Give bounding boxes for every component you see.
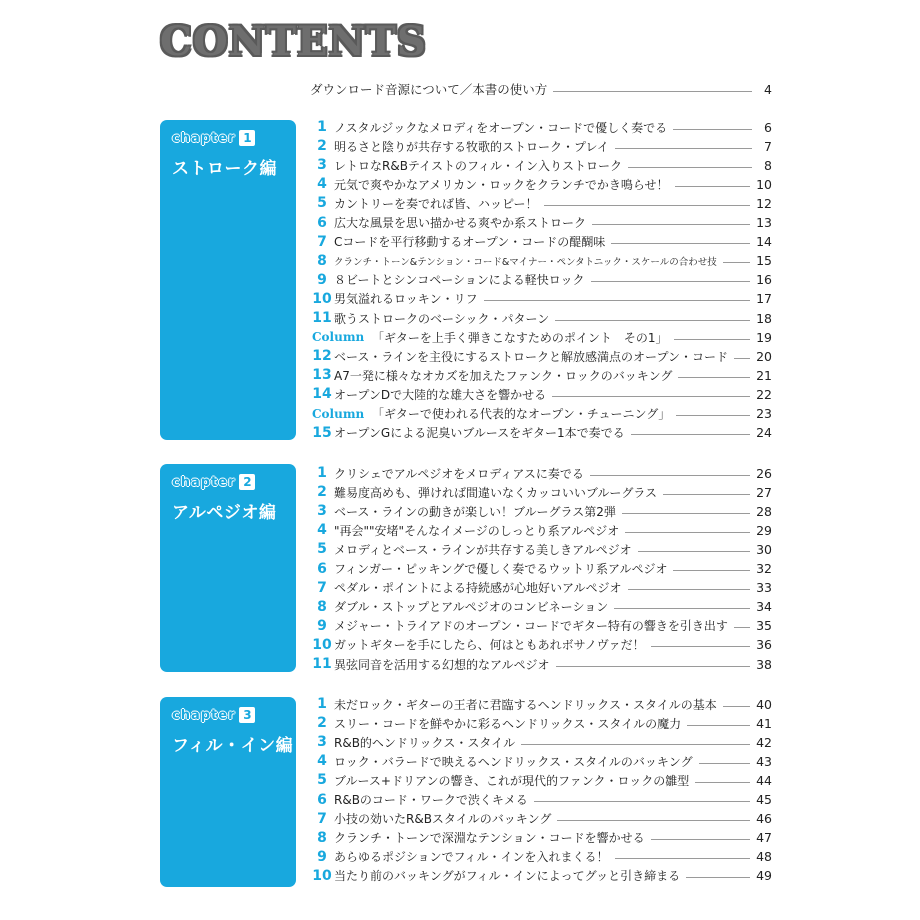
entry-page: 26 [756,465,772,481]
toc-entry[interactable] [310,137,772,155]
entry-label: あらゆるポジションでフィル・インを入れまくる！ [334,850,609,865]
entry-number: 8 [317,252,327,269]
entry-number: 6 [317,214,327,231]
toc-entry[interactable] [310,752,772,770]
entry-number: 5 [317,541,327,558]
entry-number: 13 [312,367,332,384]
toc-entry[interactable] [310,194,772,212]
dot-leader [591,281,751,282]
entry-label: R&Bのコード・ワークで渋くキメる [334,793,528,807]
entry-label: カントリーを奏でれば皆、ハッピー！ [334,196,538,211]
toc-entry[interactable] [310,214,772,232]
toc-entry[interactable] [310,695,772,713]
toc-entry[interactable] [310,271,772,289]
dot-leader [734,358,750,359]
entry-page: 6 [764,119,772,135]
entry-number: 15 [312,424,332,441]
entry-page: 38 [756,656,772,672]
entry-label: A7一発に様々なオカズを加えたファンク・ロックのバッキング [334,368,673,383]
entry-label: クリシェでアルペジオをメロディアスに奏でる [334,466,584,481]
entry-label: メロディとベース・ラインが共存する美しきアルペジオ [334,542,632,557]
entry-page: 41 [756,715,772,731]
entry-page: 21 [756,367,772,383]
entry-label: スリー・コードを鮮やかに彩るヘンドリックス・スタイルの魔力 [334,716,682,731]
entry-label: 元気で爽やかなアメリカン・ロックをクランチでかき鳴らせ！ [334,177,669,192]
entry-page: 10 [756,176,772,192]
entry-label: 難易度高めも、弾ければ間違いなくカッコいいブルーグラス [334,485,658,500]
toc-entry[interactable] [310,829,772,847]
toc-entry[interactable] [310,385,772,403]
entry-number: 6 [317,791,327,808]
entry-number: 7 [317,233,327,250]
chapter-3-panel [160,697,296,887]
entry-page: 42 [756,734,772,750]
toc-entry[interactable] [310,867,772,885]
toc-entry[interactable] [310,328,772,346]
entry-page: 33 [756,580,772,596]
entry-label: ダブル・ストップとアルペジオのコンビネーション [334,600,609,615]
entry-page: 45 [756,792,772,807]
toc-intro-entry[interactable] [310,80,772,98]
entry-page: 20 [756,348,772,364]
dot-leader [628,167,752,168]
entry-page: 16 [756,272,772,288]
page-title: CONTENTS [160,18,427,65]
entry-number: 10 [312,290,332,307]
chapter-badge-number: 1 [239,130,255,146]
dot-leader [675,186,751,187]
dot-leader [544,205,751,206]
toc-entry[interactable] [310,598,772,616]
chapter-badge-number: 2 [239,474,255,490]
entry-label: ブルース+ドリアンの響き、これが現代的ファンク・ロックの雛型 [334,773,690,788]
dot-leader [723,706,750,707]
dot-leader [484,300,750,301]
dot-leader [699,763,751,764]
toc-entry[interactable] [310,483,772,501]
dot-leader [663,494,750,495]
dot-leader [638,551,750,552]
chapter-2-panel [160,464,296,672]
entry-number: 2 [317,715,327,732]
dot-leader [651,839,750,840]
entry-label: オープンDで大陸的な雄大さを響かせる [334,387,547,402]
entry-label: 未だロック・ギターの王者に君臨するヘンドリックス・スタイルの基本 [334,697,717,712]
toc-entry[interactable] [310,771,772,789]
chapter-badge-label: chapter [172,130,236,146]
dot-leader [552,396,750,397]
entry-number: 12 [312,348,332,365]
entry-label: 歌うストロークのベーシック・パターン [334,311,550,326]
entry-number: 3 [317,734,327,751]
entry-number: 6 [317,560,327,577]
chapter-badge [160,120,296,146]
entry-number: 8 [317,829,327,846]
dot-leader [651,646,750,647]
entry-number: 10 [312,867,332,884]
column-marker: Column [312,406,365,421]
toc-entry[interactable] [310,233,772,251]
column-marker: Column [312,330,365,345]
entry-number: 2 [317,138,327,155]
dot-leader [631,434,750,435]
toc-entry[interactable] [310,560,772,578]
dot-leader [615,858,751,859]
entry-number: 1 [317,696,327,712]
entry-label: ８ビートとシンコペーションによる軽快ロック [334,273,585,288]
dot-leader [676,415,750,416]
chapter-badge-number: 3 [239,707,255,723]
dot-leader [553,91,752,92]
entry-label: 広大な風景を思い描かせる爽やか系ストローク [334,216,587,230]
dot-leader [673,570,750,571]
toc-entry[interactable] [310,655,772,673]
toc-entry[interactable] [310,848,772,866]
chapter-1-panel [160,120,296,440]
entry-page: 46 [756,811,772,827]
dot-leader [678,377,750,378]
entry-number: 4 [317,522,327,539]
entry-number: 9 [317,271,327,288]
toc-entry[interactable] [310,791,772,809]
entry-page: 40 [756,696,772,712]
dot-leader [673,129,752,130]
toc-entry[interactable] [310,714,772,732]
dot-leader [557,820,750,821]
entry-number: 8 [317,598,327,615]
entry-page: 15 [756,253,772,269]
entry-page: 22 [756,386,772,402]
toc-entry[interactable] [310,118,772,136]
entry-page: 43 [756,753,772,769]
entry-number: 11 [312,310,332,326]
entry-label: フィンガー・ピッキングで優しく奏でるウットリ系アルペジオ [334,562,668,576]
entry-label: 当たり前のバッキングがフィル・インによってグッと引き締まる [334,869,681,884]
entry-page: 19 [756,329,772,345]
chapter-badge [160,464,296,490]
entry-page: 18 [756,310,772,326]
entry-label: 「ギターを上手く弾きこなすためのポイント その1」 [372,330,668,345]
toc-entry[interactable] [310,347,772,365]
entry-label: ペダル・ポイントによる持続感が心地好いアルペジオ [334,581,622,596]
entry-number: 7 [317,810,327,827]
dot-leader [695,782,750,783]
dot-leader [555,320,750,321]
chapter-badge-label: chapter [172,474,236,490]
chapter-name: フィル・イン編 [172,736,294,756]
entry-number: 9 [317,848,327,865]
toc-entry[interactable] [310,309,772,327]
dot-leader [534,801,750,802]
entry-label: ノスタルジックなメロディをオープン・コードで優しく奏でる [334,120,668,135]
entry-label: オープンGによる泥臭いブルースをギター1本で奏でる [334,426,625,441]
entry-label: 小技の効いたR&Bスタイルのバッキング [334,812,552,827]
entry-page: 13 [756,215,772,230]
entry-label: 異弦同音を活用する幻想的なアルペジオ [334,657,550,672]
chapter-name: ストローク編 [172,159,277,179]
dot-leader [556,666,751,667]
entry-number: 1 [317,119,327,135]
entry-page: 24 [756,425,772,441]
entry-page: 8 [764,157,772,173]
dot-leader [614,608,750,609]
entry-label: Cコードを平行移動するオープン・コードの醍醐味 [334,235,606,250]
entry-page: 34 [756,599,772,615]
entry-number: 3 [317,503,327,520]
dot-leader [625,532,750,533]
toc-entry[interactable] [310,252,772,270]
entry-number: 7 [317,579,327,596]
entry-number: 14 [312,386,332,403]
dot-leader [590,475,750,476]
entry-page: 4 [764,81,772,97]
toc-entry[interactable] [310,156,772,174]
toc-entry[interactable] [310,405,772,423]
toc-entry[interactable] [310,733,772,751]
entry-page: 49 [756,868,772,884]
toc-entry[interactable] [310,810,772,828]
entry-page: 7 [764,138,772,154]
dot-leader [674,339,751,340]
entry-label: クランチ・トーン&テンション・コード&マイナー・ペンタトニック・スケールの合わせ技 [334,256,717,268]
toc-entry[interactable] [310,521,772,539]
dot-leader [611,243,750,244]
entry-page: 32 [756,561,772,576]
toc-entry[interactable] [310,617,772,635]
entry-page: 29 [756,522,772,538]
toc-entry[interactable] [310,464,772,482]
entry-page: 36 [756,637,772,653]
entry-page: 12 [756,195,772,211]
entry-page: 35 [756,618,772,634]
entry-page: 47 [756,830,772,846]
entry-page: 23 [756,406,772,421]
entry-page: 44 [756,772,772,788]
entry-page: 30 [756,541,772,557]
entry-number: 4 [317,176,327,193]
entry-label: ベース・ラインの動きが楽しい！ブルーグラス第2弾 [334,504,616,519]
entry-label: ロック・バラードで映えるヘンドリックス・スタイルのバッキング [334,754,693,769]
entry-number: 3 [317,157,327,174]
entry-number: 11 [312,656,332,672]
dot-leader [521,744,750,745]
chapter-name: アルペジオ編 [172,503,277,523]
entry-number: 4 [317,753,327,770]
entry-label: ガットギターを手にしたら、何はともあれボサノヴァだ！ [334,638,645,653]
dot-leader [615,148,752,149]
entry-label: クランチ・トーンで深淵なテンション・コードを響かせる [334,831,645,846]
toc-entry[interactable] [310,502,772,520]
dot-leader [723,262,750,263]
toc-entry[interactable] [310,175,772,193]
entry-page: 27 [756,484,772,500]
toc-entry[interactable] [310,366,772,384]
entry-number: 5 [317,195,327,212]
dot-leader [734,627,750,628]
dot-leader [622,513,750,514]
dot-leader [686,877,750,878]
toc-entry[interactable] [310,290,772,308]
toc-entry[interactable] [310,579,772,597]
toc-entry[interactable] [310,540,772,558]
entry-number: 10 [312,636,332,653]
entry-label: 男気溢れるロッキン・リフ [334,292,478,307]
toc-entry[interactable] [310,636,772,654]
entry-label: ベース・ラインを主役にするストロークと解放感満点のオープン・コード [334,349,728,364]
entry-label: "再会""安堵"そんなイメージのしっとり系アルペジオ [334,523,620,538]
dot-leader [592,224,750,225]
entry-number: 5 [317,772,327,789]
entry-label: レトロなR&Bテイストのフィル・イン入りストローク [334,158,623,173]
entry-number: 1 [317,465,327,481]
chapter-badge-label: chapter [172,707,236,723]
entry-label: ダウンロード音源について／本書の使い方 [310,82,548,97]
entry-page: 28 [756,503,772,519]
entry-page: 17 [756,291,772,307]
entry-label: 明るさと陰りが共存する牧歌的ストローク・プレイ [334,139,609,154]
dot-leader [687,725,750,726]
toc-entry[interactable] [310,424,772,442]
entry-label: R&B的ヘンドリックス・スタイル [334,735,516,750]
entry-number: 2 [317,484,327,501]
entry-label: 「ギターで使われる代表的なオープン・チューニング」 [372,407,671,421]
entry-label: メジャー・トライアドのオープン・コードでギター特有の響きを引き出す [334,619,728,634]
entry-page: 48 [756,849,772,865]
entry-page: 14 [756,234,772,250]
chapter-badge [160,697,296,723]
dot-leader [628,589,751,590]
entry-number: 9 [317,617,327,634]
